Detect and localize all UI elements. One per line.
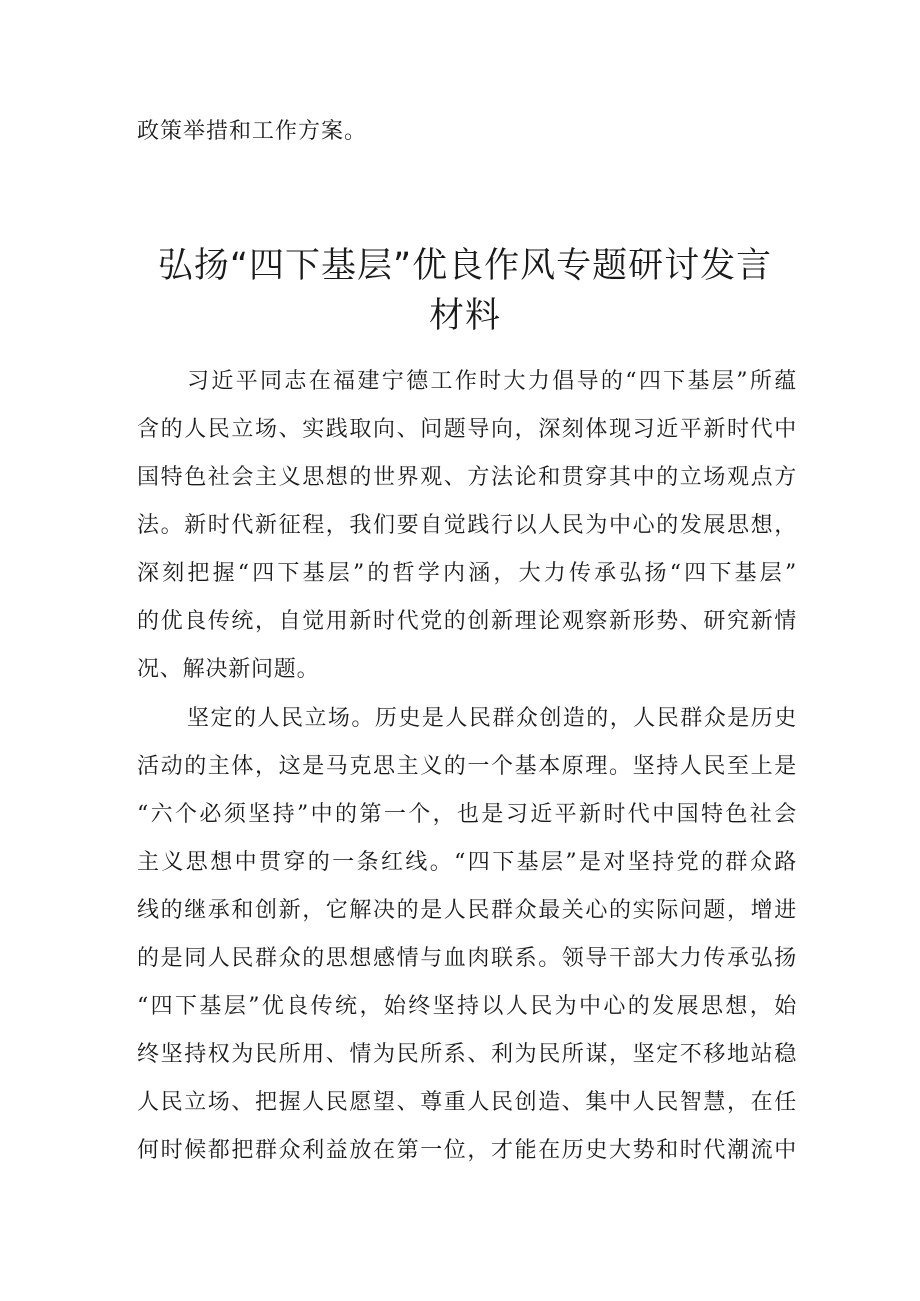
paragraph-line: 终坚持权为民所用、情为民所系、利为民所谋，坚定不移地站稳 xyxy=(137,1042,797,1067)
paragraph-line: 深刻把握“四下基层”的哲学内涵，大力传承弘扬“四下基层” xyxy=(137,561,797,586)
paragraph-line: 的优良传统，自觉用新时代党的创新理论观察新形势、研究新情 xyxy=(137,609,797,634)
title-line: 弘扬“四下基层”优良作风专题研讨发言 xyxy=(157,246,773,287)
paragraph-line: 何时候都把群众利益放在第一位，才能在历史大势和时代潮流中 xyxy=(137,1138,797,1163)
paragraph-intro xyxy=(137,358,797,694)
paragraph-line: 习近平同志在福建宁德工作时大力倡导的“四下基层”所蕴 xyxy=(187,369,797,394)
paragraph-line: 人民立场、把握人民愿望、尊重人民创造、集中人民智慧，在任 xyxy=(137,1090,797,1115)
paragraph-line: “四下基层”优良传统，始终坚持以人民为中心的发展思想，始 xyxy=(137,994,797,1019)
paragraph-line: 法。新时代新征程，我们要自觉践行以人民为中心的发展思想， xyxy=(137,513,797,538)
paragraph-line: 国特色社会主义思想的世界观、方法论和贯穿其中的立场观点方 xyxy=(137,465,797,490)
paragraph-line: 主义思想中贯穿的一条红线。“四下基层”是对坚持党的群众路 xyxy=(137,850,797,875)
document-title xyxy=(110,241,820,341)
carryover-text-line: 政策举措和工作方案。 xyxy=(137,119,368,144)
paragraph-line: 线的继承和创新，它解决的是人民群众最关心的实际问题，增进 xyxy=(137,898,797,923)
paragraph-people-stance xyxy=(137,695,797,1175)
title-line: 材料 xyxy=(428,296,501,337)
paragraph-line: “六个必须坚持”中的第一个，也是习近平新时代中国特色社会 xyxy=(137,802,797,827)
paragraph-line: 含的人民立场、实践取向、问题导向，深刻体现习近平新时代中 xyxy=(137,417,797,442)
paragraph-line: 况、解决新问题。 xyxy=(137,657,320,682)
paragraph-line: 坚定的人民立场。历史是人民群众创造的，人民群众是历史 xyxy=(187,706,797,731)
paragraph-line: 活动的主体，这是马克思主义的一个基本原理。坚持人民至上是 xyxy=(137,754,797,779)
paragraph-line: 的是同人民群众的思想感情与血肉联系。领导干部大力传承弘扬 xyxy=(137,946,797,971)
